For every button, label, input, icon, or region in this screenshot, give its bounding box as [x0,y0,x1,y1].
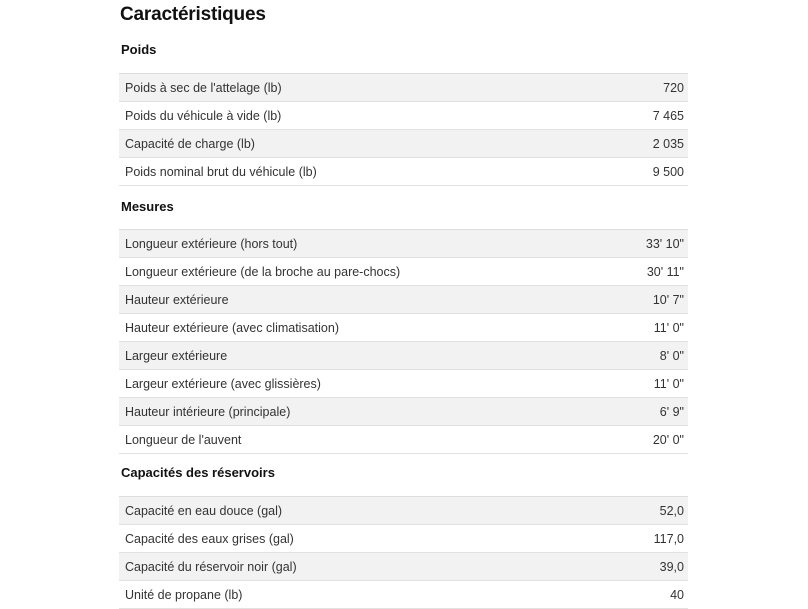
row-label: Poids nominal brut du véhicule (lb) [125,164,317,179]
weight-table [119,73,688,186]
row-label: Capacité du réservoir noir (gal) [125,559,297,574]
tank-capacities-table [119,496,688,609]
row-value: 20' 0" [652,432,684,447]
section-heading-tanks: Capacités des réservoirs [121,465,275,480]
row-label: Capacité des eaux grises (gal) [125,531,294,546]
table-row [119,426,688,454]
row-label: Unité de propane (lb) [125,587,243,602]
row-value: 10' 7" [652,292,684,307]
table-row [119,581,688,609]
row-label: Hauteur extérieure [125,292,229,307]
row-label: Capacité de charge (lb) [125,136,255,151]
table-row [119,398,688,426]
measures-table [119,229,688,454]
row-value: 52,0 [659,503,684,518]
row-value: 2 035 [652,136,684,151]
row-value: 39,0 [659,559,684,574]
row-label: Longueur de l'auvent [125,432,242,447]
page-title: Caractéristiques [120,4,266,25]
row-value: 11' 0" [653,320,684,335]
row-label: Longueur extérieure (hors tout) [125,236,298,251]
table-row [119,342,688,370]
row-label: Longueur extérieure (de la broche au pare-chocs) [125,264,401,279]
row-value: 33' 10" [645,236,684,251]
row-value: 30' 11" [646,264,684,279]
row-label: Hauteur extérieure (avec climatisation) [125,320,339,335]
section-heading-weight: Poids [121,42,157,57]
row-value: 720 [663,80,684,95]
row-value: 11' 0" [653,376,684,391]
row-label: Largeur extérieure (avec glissières) [125,376,321,391]
row-value: 117,0 [653,531,684,546]
table-row [119,102,688,130]
table-row [119,525,688,553]
row-label: Poids à sec de l'attelage (lb) [125,80,282,95]
row-value: 9 500 [652,164,684,179]
table-row [119,258,688,286]
section-heading-measures: Mesures [121,199,174,214]
row-value: 6' 9" [659,404,684,419]
table-row [119,314,688,342]
table-row [119,370,688,398]
row-label: Poids du véhicule à vide (lb) [125,108,282,123]
table-row [119,158,688,186]
table-row [119,230,688,258]
table-row [119,286,688,314]
row-label: Largeur extérieure [125,348,228,363]
row-value: 7 465 [652,108,684,123]
table-row [119,497,688,525]
row-value: 8' 0" [659,348,684,363]
row-label: Hauteur intérieure (principale) [125,404,291,419]
table-row [119,74,688,102]
table-row [119,553,688,581]
table-row [119,130,688,158]
row-value: 40 [670,587,684,602]
row-label: Capacité en eau douce (gal) [125,503,283,518]
